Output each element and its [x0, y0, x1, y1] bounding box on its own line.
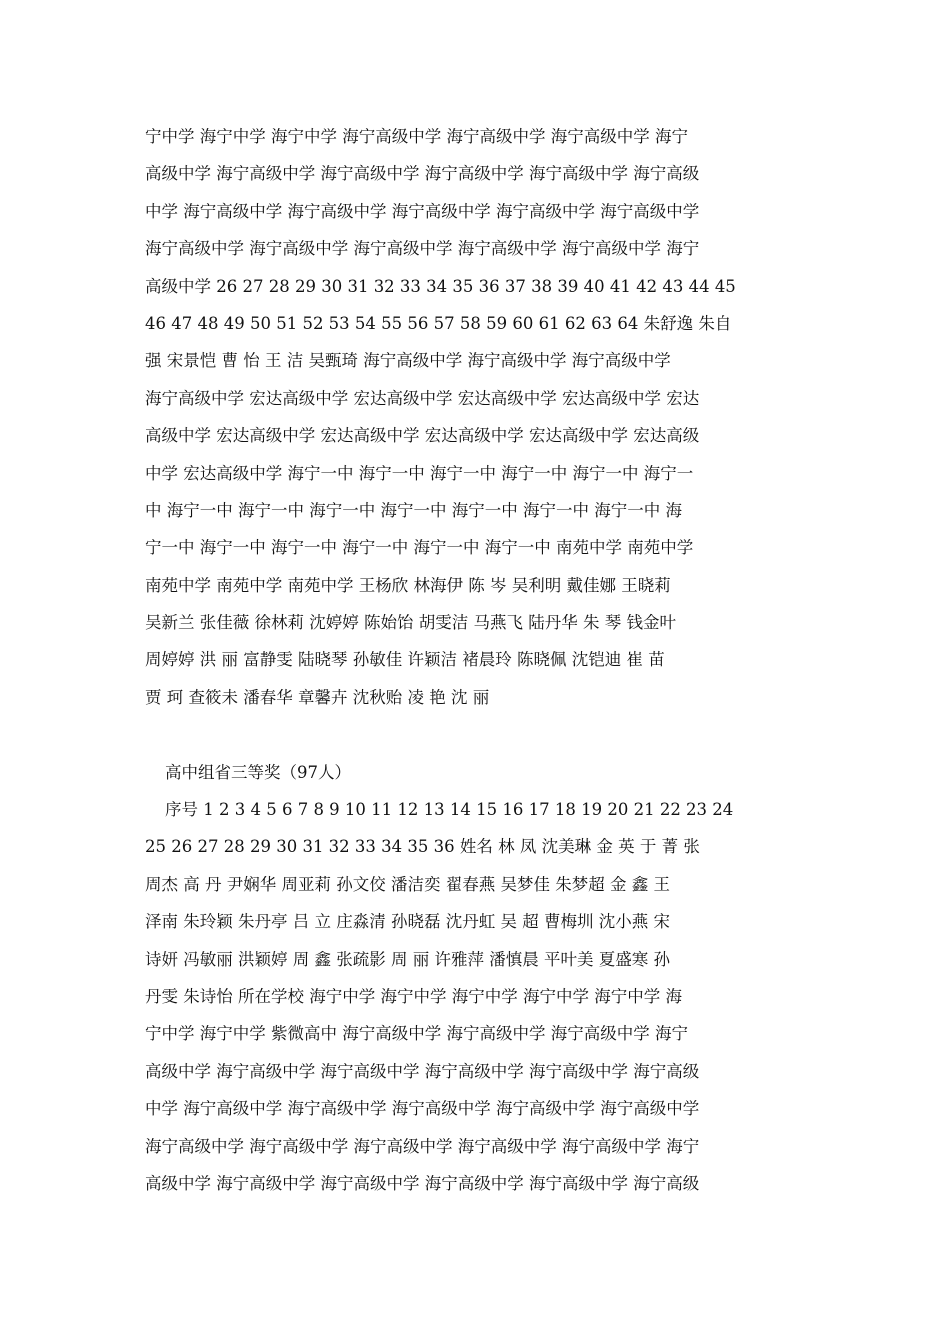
- text-line: 序号 1 2 3 4 5 6 7 8 9 10 11 12 13 14 15 16 17 18 19 20 21 22 23 24: [165, 800, 734, 820]
- text-line: 宁中学 海宁中学 海宁中学 海宁高级中学 海宁高级中学 海宁高级中学 海宁: [145, 127, 688, 146]
- text-line: 强 宋景恺 曹 怡 王 洁 吴甄琦 海宁高级中学 海宁高级中学 海宁高级中学: [145, 351, 671, 371]
- section-heading: 高中组省三等奖（97人）: [165, 762, 351, 782]
- text-line: 中学 宏达高级中学 海宁一中 海宁一中 海宁一中 海宁一中 海宁一中 海宁一: [145, 463, 694, 483]
- text-line: 中 海宁一中 海宁一中 海宁一中 海宁一中 海宁一中 海宁一中 海宁一中 海: [145, 500, 682, 520]
- text-line: 海宁高级中学 海宁高级中学 海宁高级中学 海宁高级中学 海宁高级中学 海宁: [145, 1136, 700, 1156]
- text-line: 吴新兰 张佳薇 徐林莉 沈婷婷 陈始饴 胡雯洁 马燕飞 陆丹华 朱 琴 钱金叶: [145, 613, 676, 633]
- third-prize-section: [145, 754, 810, 1203]
- continued-name-list: [145, 118, 810, 716]
- text-line: 中学 海宁高级中学 海宁高级中学 海宁高级中学 海宁高级中学 海宁高级中学: [145, 1099, 700, 1119]
- text-line: 海宁高级中学 海宁高级中学 海宁高级中学 海宁高级中学 海宁高级中学 海宁: [145, 239, 700, 259]
- text-line: 高级中学 海宁高级中学 海宁高级中学 海宁高级中学 海宁高级中学 海宁高级: [145, 164, 700, 184]
- text-line: 中学 海宁高级中学 海宁高级中学 海宁高级中学 海宁高级中学 海宁高级中学: [145, 201, 700, 221]
- text-line: 周婷婷 洪 丽 富静雯 陆晓琴 孙敏佳 许颖洁 褚晨玲 陈晓佩 沈铠迪 崔 苗: [145, 650, 665, 670]
- paragraph-gap: [145, 716, 810, 753]
- text-line: 南苑中学 南苑中学 南苑中学 王杨欣 林海伊 陈 岑 吴利明 戴佳娜 王晓莉: [145, 575, 671, 595]
- text-line: 泽南 朱玲颖 朱丹亭 吕 立 庄淼清 孙晓磊 沈丹虹 吴 超 曹梅圳 沈小燕 宋: [145, 912, 670, 932]
- text-line: 海宁高级中学 宏达高级中学 宏达高级中学 宏达高级中学 宏达高级中学 宏达: [145, 388, 700, 408]
- text-line: 高级中学 海宁高级中学 海宁高级中学 海宁高级中学 海宁高级中学 海宁高级: [145, 1173, 700, 1193]
- text-line: 丹雯 朱诗怡 所在学校 海宁中学 海宁中学 海宁中学 海宁中学 海宁中学 海: [145, 986, 682, 1006]
- text-line: 诗妍 冯敏丽 洪颖婷 周 鑫 张疏影 周 丽 许雅萍 潘慎晨 平叶美 夏盛寒 孙: [145, 949, 670, 969]
- document-page: [145, 118, 810, 1202]
- text-line: 25 26 27 28 29 30 31 32 33 34 35 36 姓名 林 凤 沈美琳 金 英 于 菁 张: [145, 837, 700, 857]
- text-line: 宁中学 海宁中学 紫微高中 海宁高级中学 海宁高级中学 海宁高级中学 海宁: [145, 1024, 688, 1044]
- text-line: 高级中学 海宁高级中学 海宁高级中学 海宁高级中学 海宁高级中学 海宁高级: [145, 1061, 700, 1081]
- text-line: 贾 珂 查筱未 潘春华 章馨卉 沈秋贻 凌 艳 沈 丽: [145, 687, 490, 707]
- text-line: 周杰 高 丹 尹娴华 周亚莉 孙文佼 潘洁奕 翟春燕 吴梦佳 朱梦超 金 鑫 王: [145, 874, 670, 894]
- text-line: 宁一中 海宁一中 海宁一中 海宁一中 海宁一中 海宁一中 南苑中学 南苑中学: [145, 538, 694, 558]
- text-line: 高级中学 宏达高级中学 宏达高级中学 宏达高级中学 宏达高级中学 宏达高级: [145, 426, 700, 446]
- text-line: 46 47 48 49 50 51 52 53 54 55 56 57 58 59 60 61 62 63 64 朱舒逸 朱自: [145, 313, 732, 333]
- text-line: 高级中学 26 27 28 29 30 31 32 33 34 35 36 37 38 39 40 41 42 43 44 45: [145, 276, 736, 296]
